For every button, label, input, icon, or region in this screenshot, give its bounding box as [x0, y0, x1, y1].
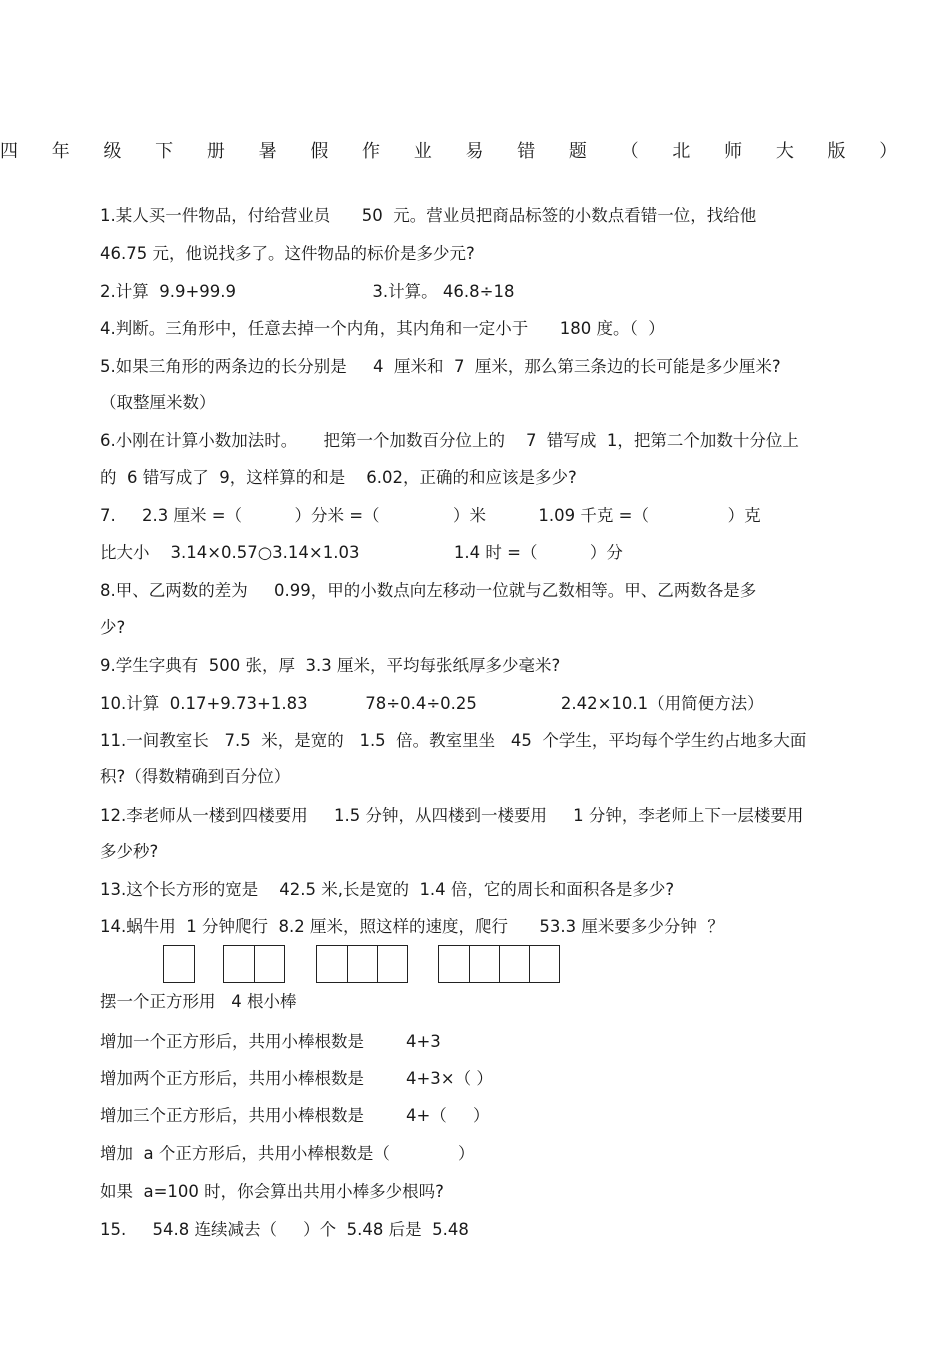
four-squares-figure — [438, 945, 560, 983]
square-cell — [164, 946, 194, 982]
matchstick-line-2: 增加一个正方形后，共用小棒根数是 4+3 — [100, 1032, 441, 1051]
question-7-line-1: 7. 2.3 厘米 =（ ）分米 =（ ）米 1.09 千克 =（ ）克 — [100, 506, 761, 525]
square-cell — [439, 946, 469, 982]
square-cell — [347, 946, 377, 982]
question-11-line-1: 11.一间教室长 7.5 米，是宽的 1.5 倍。教室里坐 45 个学生，平均每个学生约占地多大面 — [100, 731, 807, 750]
question-13: 13.这个长方形的宽是 42.5 米,长是宽的 1.4 倍，它的周长和面积各是多少? — [100, 880, 675, 899]
square-cell — [317, 946, 347, 982]
question-11-line-2: 积?（得数精确到百分位） — [100, 767, 291, 786]
question-1-line-2: 46.75 元，他说找多了。这件物品的标价是多少元? — [100, 244, 475, 263]
questions-2-3: 2.计算 9.9+99.9 3.计算。 46.8÷18 — [100, 282, 515, 301]
question-10: 10.计算 0.17+9.73+1.83 78÷0.4÷0.25 2.42×10.1（用简便方法） — [100, 694, 764, 713]
one-square-figure — [163, 945, 195, 983]
matchstick-line-5: 增加 a 个正方形后，共用小棒根数是（ ） — [100, 1144, 475, 1163]
three-squares-figure — [316, 945, 408, 983]
square-cell — [469, 946, 499, 982]
question-1-line-1: 1.某人买一件物品，付给营业员 50 元。营业员把商品标签的小数点看错一位，找给他 — [100, 206, 757, 225]
square-cell — [499, 946, 529, 982]
matchstick-line-1: 摆一个正方形用 4 根小棒 — [100, 992, 297, 1011]
question-7-line-2: 比大小 3.14×0.57○3.14×1.03 1.4 时 =（ ）分 — [100, 543, 623, 562]
matchstick-line-6: 如果 a=100 时，你会算出共用小棒多少根吗? — [100, 1182, 444, 1201]
square-cell — [529, 946, 559, 982]
question-4: 4.判断。三角形中，任意去掉一个内角，其内角和一定小于 180 度。（ ） — [100, 319, 665, 338]
question-8-line-1: 8.甲、乙两数的差为 0.99，甲的小数点向左移动一位就与乙数相等。甲、乙两数各是多 — [100, 581, 757, 600]
question-6-line-2: 的 6 错写成了 9，这样算的和是 6.02，正确的和应该是多少? — [100, 468, 577, 487]
question-8-line-2: 少? — [100, 618, 126, 637]
square-cell — [377, 946, 407, 982]
two-squares-figure — [223, 945, 285, 983]
question-5-line-1: 5.如果三角形的两条边的长分别是 4 厘米和 7 厘米，那么第三条边的长可能是多少厘米? — [100, 357, 781, 376]
question-12-line-2: 多少秒? — [100, 842, 159, 861]
question-14: 14.蜗牛用 1 分钟爬行 8.2 厘米，照这样的速度，爬行 53.3 厘米要多少分钟 ？ — [100, 917, 724, 936]
question-5-line-2: （取整厘米数） — [100, 393, 216, 412]
square-cell — [254, 946, 284, 982]
matchstick-line-3: 增加两个正方形后，共用小棒根数是 4+3×（ ） — [100, 1069, 493, 1088]
matchstick-line-4: 增加三个正方形后，共用小棒根数是 4+（ ） — [100, 1106, 490, 1125]
question-15: 15. 54.8 连续减去（ ）个 5.48 后是 5.48 — [100, 1220, 469, 1239]
question-12-line-1: 12.李老师从一楼到四楼要用 1.5 分钟，从四楼到一楼要用 1 分钟，李老师上下一层楼要用 — [100, 806, 804, 825]
square-cell — [224, 946, 254, 982]
matchstick-squares-figure — [0, 945, 950, 983]
question-9: 9.学生字典有 500 张，厚 3.3 厘米，平均每张纸厚多少毫米? — [100, 656, 561, 675]
question-6-line-1: 6.小刚在计算小数加法时。 把第一个加数百分位上的 7 错写成 1，把第二个加数十分位上 — [100, 431, 799, 450]
page-title: 四 年 级 下 册 暑 假 作 业 易 错 题 （ 北 师 大 版 ） — [0, 141, 912, 162]
